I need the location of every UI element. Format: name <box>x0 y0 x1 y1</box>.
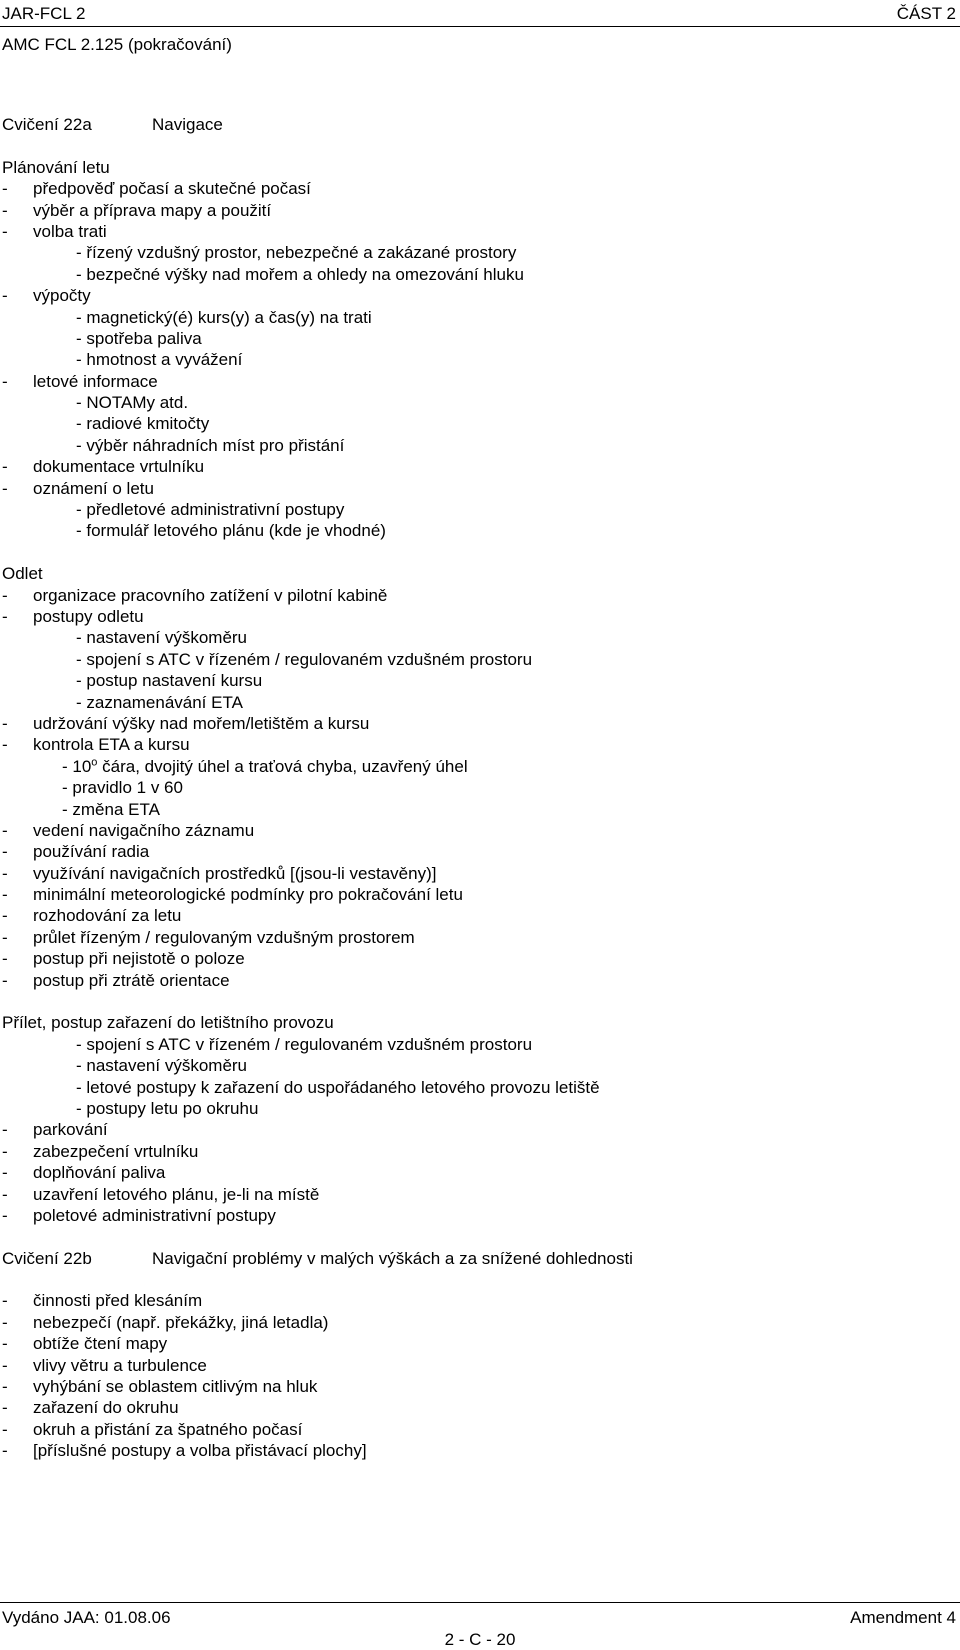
list-item <box>2 841 952 862</box>
list-item <box>2 905 952 926</box>
list-item-text: zabezpečení vrtulníku <box>33 1141 199 1161</box>
sub-item-prefix: - 10 <box>62 756 92 776</box>
sub-item <box>2 264 952 285</box>
footer-left: Vydáno JAA: 01.08.06 <box>2 1608 171 1627</box>
bullet-dash: - <box>2 863 8 883</box>
sub-item-text: - nastavení výškoměru <box>76 1056 248 1076</box>
list-item <box>2 1312 952 1333</box>
header-subtitle: AMC FCL 2.125 (pokračování) <box>2 35 232 54</box>
exercise-label: Cvičení 22a <box>2 115 92 134</box>
list-item-text: doplňování paliva <box>33 1163 166 1183</box>
list-item <box>2 1119 952 1140</box>
bullet-dash: - <box>2 286 8 306</box>
list-item-text: minimální meteorologické podmínky pro pokračování letu <box>33 885 463 905</box>
list-item-text: využívání navigačních prostředků [(jsou-li vestavěny)] <box>33 863 437 883</box>
blank-line <box>2 135 952 156</box>
list-item <box>2 371 952 392</box>
section-title: Přílet, postup zařazení do letištního provozu <box>2 1013 334 1033</box>
list-item-text: organizace pracovního zatížení v pilotní kabině <box>33 585 388 605</box>
list-item <box>2 221 952 242</box>
header-rule <box>0 26 960 27</box>
bullet-dash: - <box>2 371 8 391</box>
list-item-text: výpočty <box>33 286 91 306</box>
sub-item <box>2 307 952 328</box>
sub-item <box>2 799 952 820</box>
bullet-dash: - <box>2 820 8 840</box>
section-heading <box>2 1012 952 1033</box>
list-item <box>2 1397 952 1418</box>
sub-item-text: - spojení s ATC v řízeném / regulovaném vzdušném prostoru <box>76 1034 533 1054</box>
bullet-dash: - <box>2 179 8 199</box>
sub-item <box>2 1098 952 1119</box>
sub-item-text <box>62 756 468 777</box>
sub-item-text: - NOTAMy atd. <box>76 393 189 413</box>
sub-item-text: - spojení s ATC v řízeném / regulovaném vzdušném prostoru <box>76 649 533 669</box>
bullet-dash: - <box>2 885 8 905</box>
degree-superscript: o <box>91 756 98 769</box>
exercise-heading <box>2 114 952 135</box>
list-item-text: zařazení do okruhu <box>33 1398 179 1418</box>
list-item-text: průlet řízeným / regulovaným vzdušným prostorem <box>33 927 415 947</box>
bullet-dash: - <box>2 1355 8 1375</box>
list-item <box>2 1141 952 1162</box>
bullet-dash: - <box>2 1419 8 1439</box>
list-item <box>2 970 952 991</box>
bullet-dash: - <box>2 221 8 241</box>
list-item-text: vlivy větru a turbulence <box>33 1355 207 1375</box>
bullet-dash: - <box>2 585 8 605</box>
sub-item <box>2 627 952 648</box>
list-item <box>2 1376 952 1397</box>
list-item-text: kontrola ETA a kursu <box>33 735 190 755</box>
page-number: 2 - C - 20 <box>444 1630 516 1649</box>
sub-item-text <box>62 777 183 798</box>
bullet-dash: - <box>2 1377 8 1397</box>
list-item <box>2 200 952 221</box>
sub-item-text: - radiové kmitočty <box>76 414 210 434</box>
sub-item <box>2 756 952 777</box>
list-item <box>2 1333 952 1354</box>
list-item-text: postup při nejistotě o poloze <box>33 949 245 969</box>
list-item <box>2 1290 952 1311</box>
exercise-label: Cvičení 22b <box>2 1248 92 1268</box>
bullet-dash: - <box>2 842 8 862</box>
list-item-text: dokumentace vrtulníku <box>33 457 205 477</box>
bullet-dash: - <box>2 949 8 969</box>
list-item <box>2 1162 952 1183</box>
footer-rule <box>0 1602 960 1603</box>
sub-item <box>2 349 952 370</box>
sub-item-text <box>62 799 160 820</box>
list-item <box>2 1205 952 1226</box>
sub-item-text: - letové postupy k zařazení do uspořádaného letového provozu letiště <box>76 1077 600 1097</box>
blank-line <box>2 542 952 563</box>
list-item-text: výběr a příprava mapy a použití <box>33 200 272 220</box>
bullet-dash: - <box>2 906 8 926</box>
sub-item-text: - postup nastavení kursu <box>76 671 263 691</box>
list-item-text: udržování výšky nad mořem/letištěm a kursu <box>33 713 370 733</box>
sub-item-prefix: - změna ETA <box>62 799 160 819</box>
section-title: Odlet <box>2 564 43 584</box>
exercise-heading <box>2 1248 952 1269</box>
list-item-text: postupy odletu <box>33 606 144 626</box>
list-item-text: uzavření letového plánu, je-li na místě <box>33 1184 320 1204</box>
sub-item <box>2 777 952 798</box>
list-item-text: předpověď počasí a skutečné počasí <box>33 179 311 199</box>
sub-item <box>2 1034 952 1055</box>
header-right: ČÁST 2 <box>896 4 956 23</box>
bullet-dash: - <box>2 478 8 498</box>
list-item-text: okruh a přistání za špatného počasí <box>33 1419 303 1439</box>
blank-line <box>2 1269 952 1290</box>
list-item-text: obtíže čtení mapy <box>33 1334 168 1354</box>
bullet-dash: - <box>2 927 8 947</box>
sub-item-text: - předletové administrativní postupy <box>76 500 345 520</box>
blank-line <box>2 1226 952 1247</box>
bullet-dash: - <box>2 1441 8 1461</box>
exercise-title: Navigační problémy v malých výškách a za snížené dohlednosti <box>152 1248 633 1268</box>
list-item-text: letové informace <box>33 371 158 391</box>
list-item-text: parkování <box>33 1120 108 1140</box>
sub-item <box>2 1077 952 1098</box>
list-item <box>2 606 952 627</box>
list-item-text: vedení navigačního záznamu <box>33 820 255 840</box>
bullet-dash: - <box>2 1120 8 1140</box>
sub-item-prefix: - pravidlo 1 v 60 <box>62 778 183 798</box>
sub-item <box>2 413 952 434</box>
sub-item-text: - hmotnost a vyvážení <box>76 350 243 370</box>
bullet-dash: - <box>2 606 8 626</box>
sub-item <box>2 242 952 263</box>
list-item <box>2 1440 952 1461</box>
sub-item-text: - spotřeba paliva <box>76 328 202 348</box>
list-item <box>2 948 952 969</box>
bullet-dash: - <box>2 1291 8 1311</box>
list-item-text: používání radia <box>33 842 150 862</box>
document-body <box>2 114 952 1462</box>
list-item <box>2 713 952 734</box>
list-item <box>2 1355 952 1376</box>
exercise-title: Navigace <box>152 115 223 134</box>
bullet-dash: - <box>2 735 8 755</box>
sub-item-text: - magnetický(é) kurs(y) a čas(y) na trati <box>76 307 372 327</box>
list-item <box>2 456 952 477</box>
list-item <box>2 1184 952 1205</box>
sub-item-text: - nastavení výškoměru <box>76 628 248 648</box>
sub-item <box>2 1055 952 1076</box>
header-left: JAR-FCL 2 <box>2 4 86 23</box>
list-item <box>2 585 952 606</box>
list-item-text: vyhýbání se oblastem citlivým na hluk <box>33 1377 318 1397</box>
list-item-text: nebezpečí (např. překážky, jiná letadla) <box>33 1312 329 1332</box>
list-item <box>2 734 952 755</box>
bullet-dash: - <box>2 970 8 990</box>
list-item <box>2 178 952 199</box>
bullet-dash: - <box>2 1184 8 1204</box>
bullet-dash: - <box>2 457 8 477</box>
section-heading <box>2 563 952 584</box>
blank-line <box>2 991 952 1012</box>
sub-item-text: - řízený vzdušný prostor, nebezpečné a zakázané prostory <box>76 243 517 263</box>
bullet-dash: - <box>2 713 8 733</box>
list-item <box>2 478 952 499</box>
bullet-dash: - <box>2 200 8 220</box>
sub-item-suffix: čára, dvojitý úhel a traťová chyba, uzavřený úhel <box>97 756 468 776</box>
list-item <box>2 884 952 905</box>
sub-item <box>2 435 952 456</box>
list-item-text: volba trati <box>33 221 107 241</box>
list-item <box>2 927 952 948</box>
sub-item-text: - postupy letu po okruhu <box>76 1098 259 1118</box>
sub-item-text: - zaznamenávání ETA <box>76 692 243 712</box>
list-item-text: činnosti před klesáním <box>33 1291 203 1311</box>
bullet-dash: - <box>2 1312 8 1332</box>
sub-item <box>2 520 952 541</box>
bullet-dash: - <box>2 1334 8 1354</box>
list-item-text: poletové administrativní postupy <box>33 1205 276 1225</box>
list-item <box>2 285 952 306</box>
sub-item-text: - bezpečné výšky nad mořem a ohledy na omezování hluku <box>76 264 524 284</box>
list-item-text: oznámení o letu <box>33 478 154 498</box>
sub-item <box>2 328 952 349</box>
section-heading <box>2 157 952 178</box>
list-item-text: postup při ztrátě orientace <box>33 970 230 990</box>
sub-item <box>2 499 952 520</box>
sub-item <box>2 692 952 713</box>
bullet-dash: - <box>2 1398 8 1418</box>
footer-right: Amendment 4 <box>850 1608 956 1627</box>
list-item <box>2 863 952 884</box>
sub-item <box>2 649 952 670</box>
bullet-dash: - <box>2 1163 8 1183</box>
section-title: Plánování letu <box>2 157 110 177</box>
list-item <box>2 1419 952 1440</box>
list-item <box>2 820 952 841</box>
list-item-text: [příslušné postupy a volba přistávací plochy] <box>33 1441 367 1461</box>
sub-item <box>2 392 952 413</box>
sub-item <box>2 670 952 691</box>
list-item-text: rozhodování za letu <box>33 906 182 926</box>
bullet-dash: - <box>2 1141 8 1161</box>
bullet-dash: - <box>2 1205 8 1225</box>
sub-item-text: - výběr náhradních míst pro přistání <box>76 435 345 455</box>
sub-item-text: - formulář letového plánu (kde je vhodné) <box>76 521 386 541</box>
